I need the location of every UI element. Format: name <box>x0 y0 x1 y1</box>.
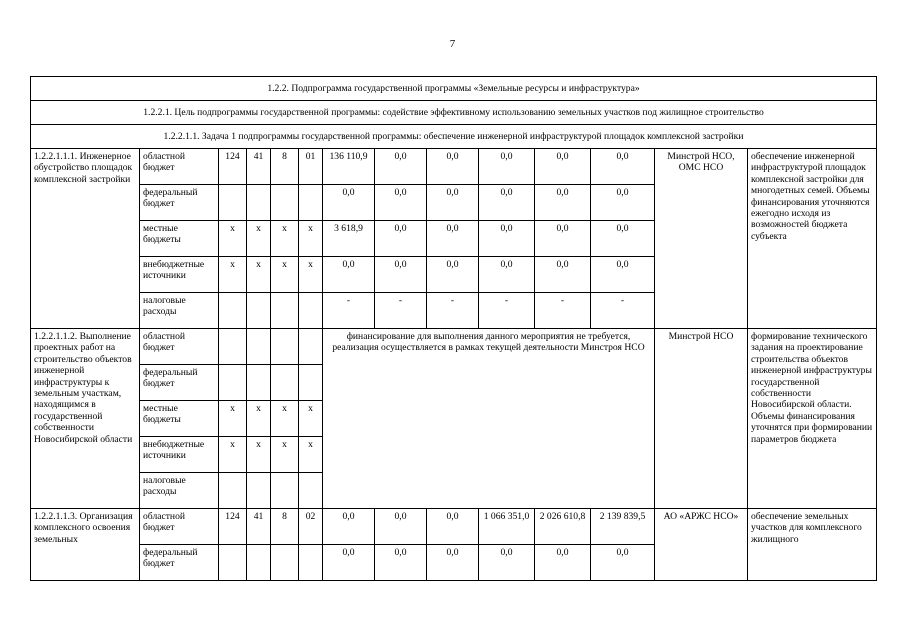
value-cell: - <box>535 293 591 329</box>
value-cell: 0,0 <box>375 509 427 545</box>
result-cell: формирование технического задания на проектирование строительства объектов инженерной инфраструктуры государственной собственности Новосибирской области. Объемы финансирования уточнятся при формировании параметров бюджета <box>748 329 877 509</box>
result-cell: обеспечение земельных участков для комплексного жилищного <box>748 509 877 581</box>
value-cell: 0,0 <box>375 185 427 221</box>
value-cell: 0,0 <box>323 185 375 221</box>
code-cell: х <box>247 437 271 473</box>
table-row <box>31 149 877 185</box>
value-cell: 0,0 <box>535 185 591 221</box>
code-cell: х <box>299 257 323 293</box>
subprogram-table <box>30 76 877 581</box>
code-cell: х <box>271 401 299 437</box>
value-cell: 0,0 <box>323 545 375 581</box>
value-cell: - <box>479 293 535 329</box>
value-cell: 0,0 <box>427 185 479 221</box>
value-cell: 0,0 <box>535 545 591 581</box>
value-cell: 0,0 <box>375 257 427 293</box>
code-cell: х <box>271 221 299 257</box>
source-label: местные бюджеты <box>140 221 219 257</box>
value-cell: - <box>591 293 655 329</box>
code-cell: х <box>299 437 323 473</box>
value-cell: - <box>427 293 479 329</box>
code-cell: х <box>247 221 271 257</box>
code-cell: 41 <box>247 149 271 185</box>
measure-name: 1.2.2.1.1.1. Инженерное обустройство площадок комплексной застройки <box>31 149 140 329</box>
source-label: местные бюджеты <box>140 401 219 437</box>
value-cell: 0,0 <box>323 257 375 293</box>
source-label: внебюджетные источники <box>140 257 219 293</box>
code-cell: х <box>247 401 271 437</box>
measure-name: 1.2.2.1.1.2. Выполнение проектных работ на строительство объектов инженерной инфраструктуры к земельным участкам, находящимся в государственной собственности Новосибирской области <box>31 329 140 509</box>
source-label: внебюджетные источники <box>140 437 219 473</box>
value-cell: 0,0 <box>427 221 479 257</box>
value-cell: 0,0 <box>535 257 591 293</box>
code-cell: х <box>271 437 299 473</box>
source-label: федеральный бюджет <box>140 545 219 581</box>
source-label: федеральный бюджет <box>140 365 219 401</box>
task-header: 1.2.2.1.1. Задача 1 подпрограммы государственной программы: обеспечение инженерной инфраструктурой площадок комплексной застройки <box>31 125 877 149</box>
code-cell: 8 <box>271 149 299 185</box>
code-cell: х <box>299 221 323 257</box>
executor-cell: Минстрой НСО, ОМС НСО <box>655 149 748 329</box>
code-cell: 124 <box>219 509 247 545</box>
value-cell: 0,0 <box>591 545 655 581</box>
code-cell: 124 <box>219 149 247 185</box>
value-cell: 0,0 <box>375 221 427 257</box>
source-label: федеральный бюджет <box>140 185 219 221</box>
code-cell: х <box>219 437 247 473</box>
value-cell: 0,0 <box>591 221 655 257</box>
table-row <box>31 329 877 365</box>
code-cell: 41 <box>247 509 271 545</box>
measure-name: 1.2.2.1.1.3. Организация комплексного освоения земельных <box>31 509 140 581</box>
value-cell: 2 026 610,8 <box>535 509 591 545</box>
value-cell: 0,0 <box>535 221 591 257</box>
value-cell: 0,0 <box>479 185 535 221</box>
source-label: областной бюджет <box>140 329 219 365</box>
value-cell: 0,0 <box>323 509 375 545</box>
result-cell: обеспечение инженерной инфраструктурой площадок комплексной застройки для многодетных семей. Объемы финансирования уточняются ежегодно исходя из возможностей бюджета субъекта <box>748 149 877 329</box>
source-label: областной бюджет <box>140 149 219 185</box>
source-label: налоговые расходы <box>140 473 219 509</box>
goal-header: 1.2.2.1. Цель подпрограммы государственной программы: содействие эффективному использованию земельных участков под жилищное строительство <box>31 101 877 125</box>
code-cell: 01 <box>299 149 323 185</box>
source-label: областной бюджет <box>140 509 219 545</box>
value-cell: 0,0 <box>427 509 479 545</box>
value-cell: 1 066 351,0 <box>479 509 535 545</box>
value-cell: 0,0 <box>479 221 535 257</box>
code-cell: х <box>271 257 299 293</box>
value-cell: - <box>375 293 427 329</box>
value-cell: 2 139 839,5 <box>591 509 655 545</box>
code-cell: х <box>219 221 247 257</box>
value-cell: 3 618,9 <box>323 221 375 257</box>
code-cell: х <box>219 257 247 293</box>
code-cell: х <box>247 257 271 293</box>
value-cell: 0,0 <box>375 545 427 581</box>
subprogram-header: 1.2.2. Подпрограмма государственной программы «Земельные ресурсы и инфраструктура» <box>31 77 877 101</box>
financing-note: финансирование для выполнения данного мероприятия не требуется, реализация осуществляется в рамках текущей деятельности Минстроя НСО <box>323 329 655 509</box>
code-cell: 02 <box>299 509 323 545</box>
value-cell: 136 110,9 <box>323 149 375 185</box>
value-cell: 0,0 <box>427 545 479 581</box>
code-cell: 8 <box>271 509 299 545</box>
table-row <box>31 509 877 545</box>
code-cell: х <box>299 401 323 437</box>
value-cell: - <box>323 293 375 329</box>
value-cell: 0,0 <box>427 149 479 185</box>
code-cell: х <box>219 401 247 437</box>
page-number: 7 <box>449 38 456 50</box>
value-cell: 0,0 <box>479 257 535 293</box>
value-cell: 0,0 <box>591 257 655 293</box>
executor-cell: АО «АРЖС НСО» <box>655 509 748 581</box>
value-cell: 0,0 <box>479 149 535 185</box>
executor-cell: Минстрой НСО <box>655 329 748 509</box>
value-cell: 0,0 <box>591 149 655 185</box>
value-cell: 0,0 <box>427 257 479 293</box>
value-cell: 0,0 <box>535 149 591 185</box>
source-label: налоговые расходы <box>140 293 219 329</box>
value-cell: 0,0 <box>479 545 535 581</box>
value-cell: 0,0 <box>375 149 427 185</box>
value-cell: 0,0 <box>591 185 655 221</box>
